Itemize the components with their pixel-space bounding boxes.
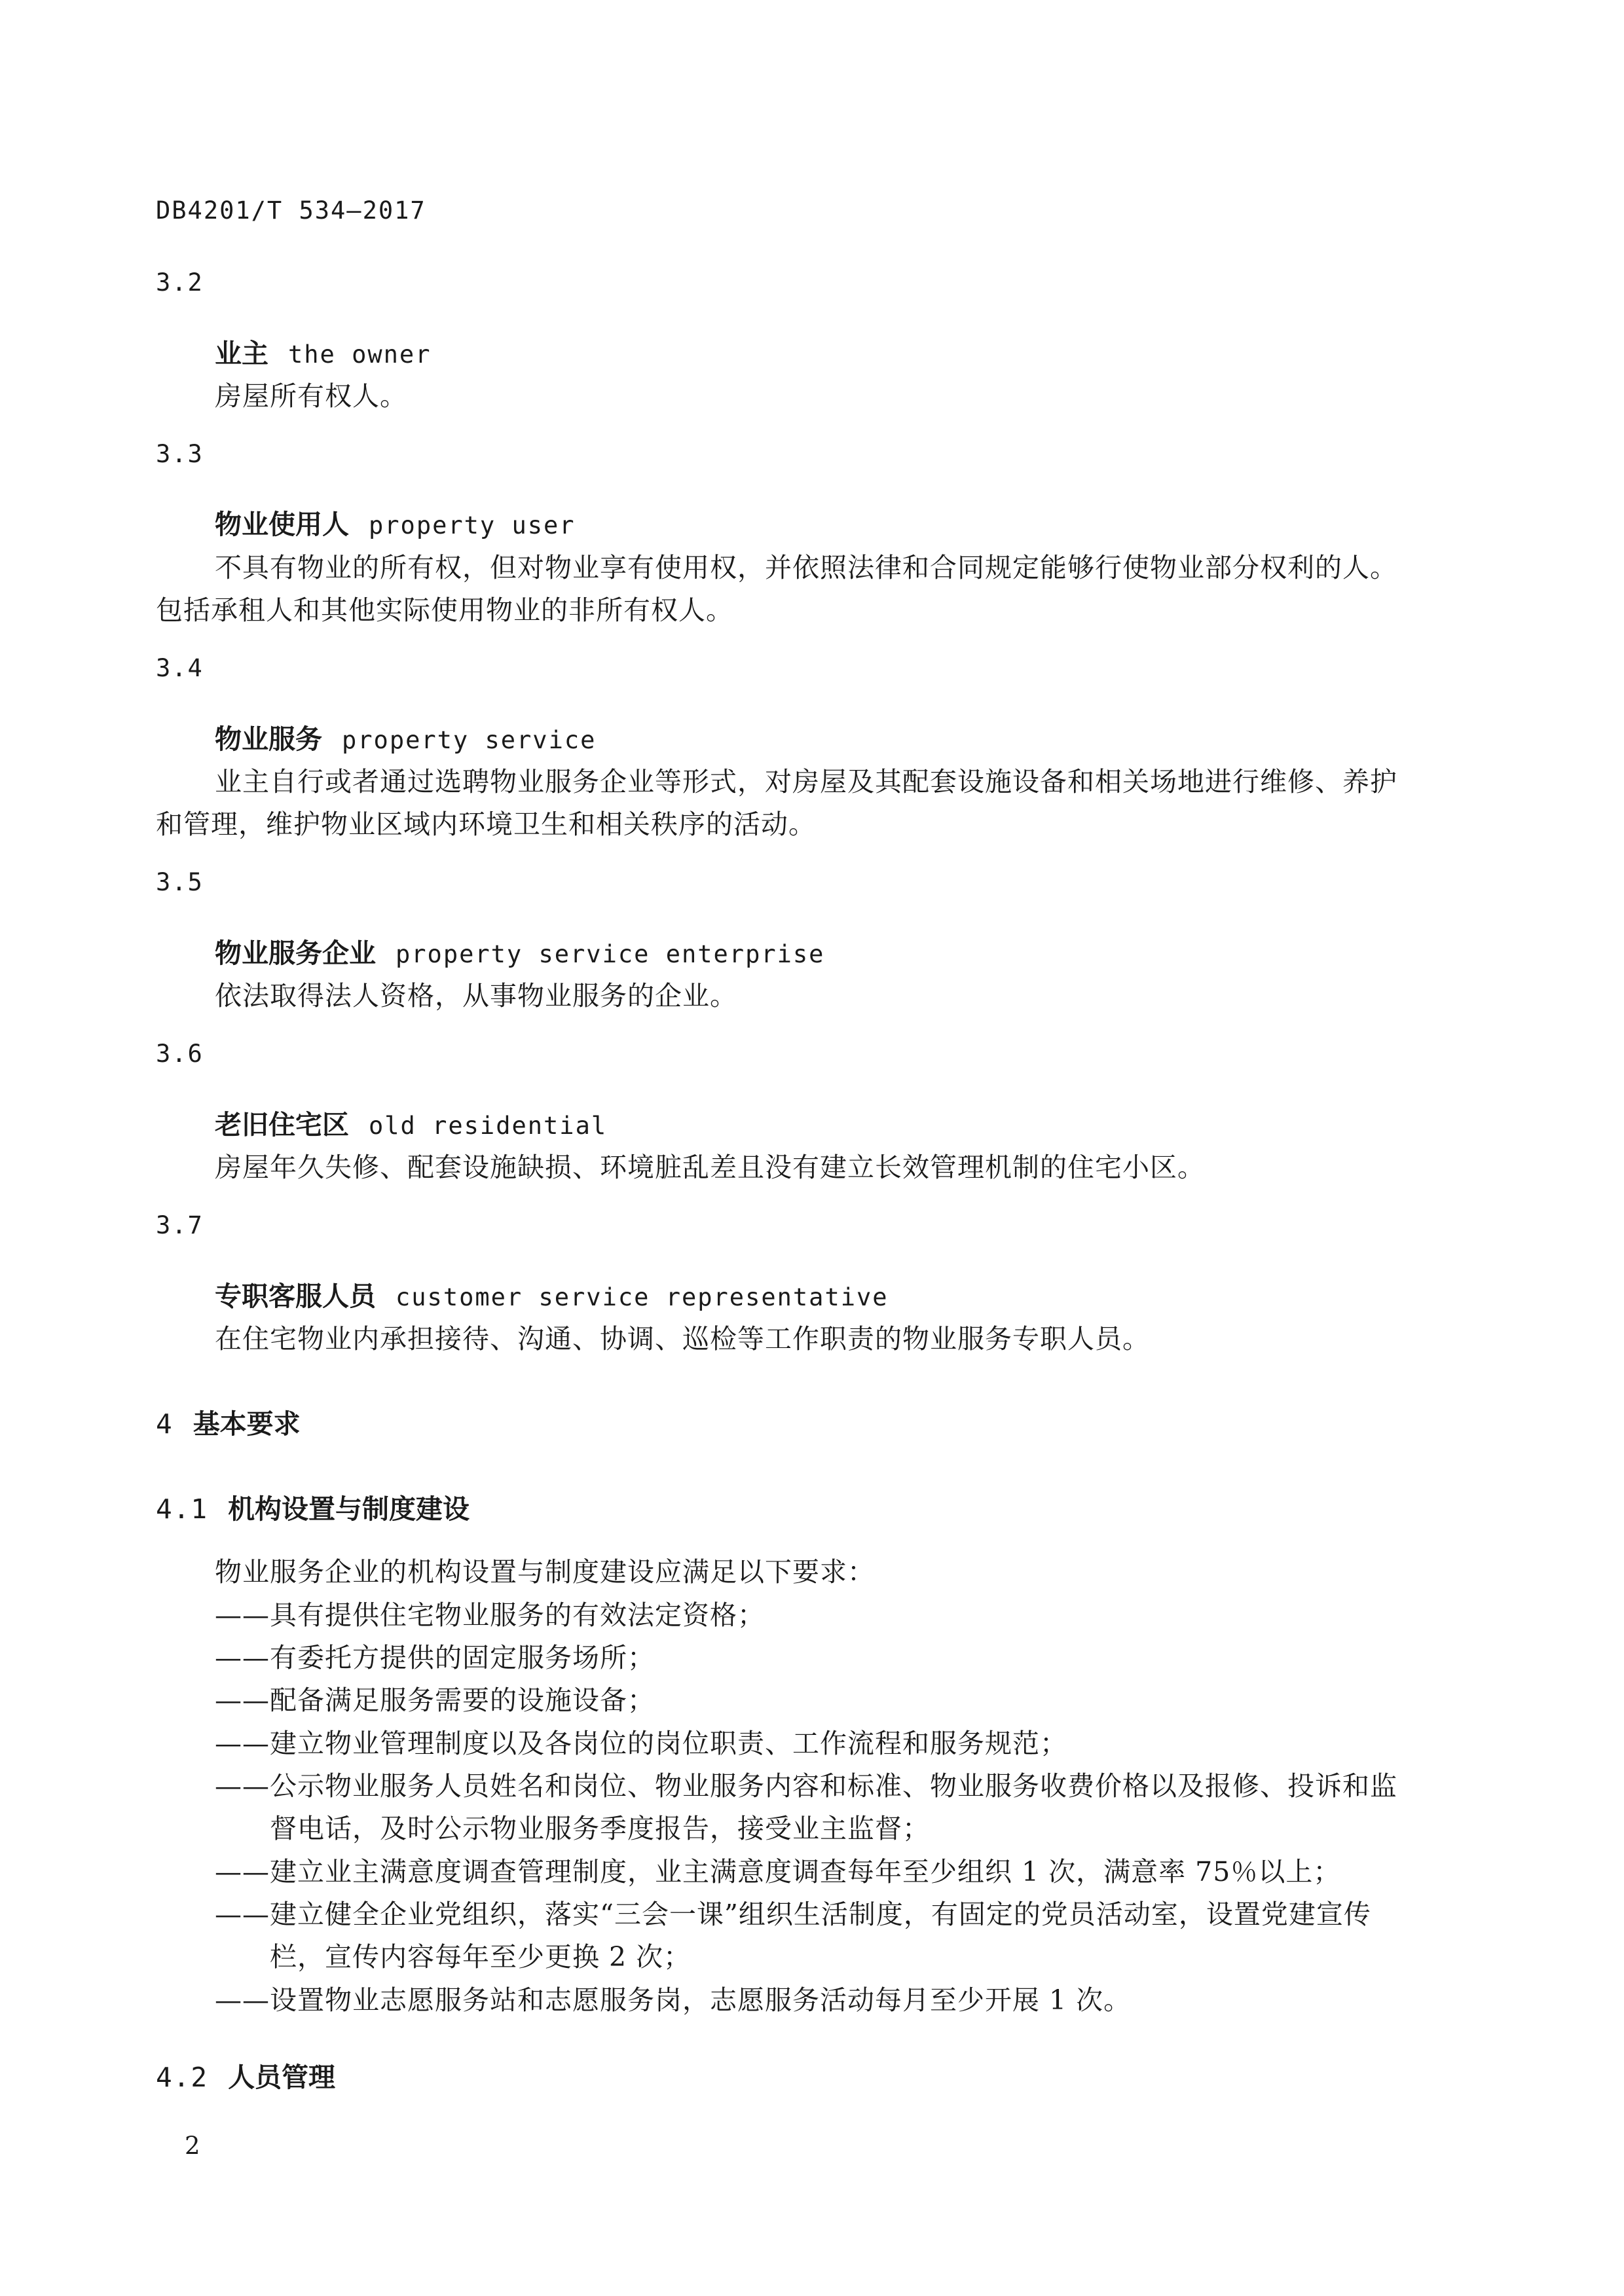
term-chinese: 物业服务企业	[215, 938, 376, 969]
term-chinese: 物业使用人	[215, 509, 349, 540]
subsection-heading	[156, 2056, 335, 2094]
subsection-title: 人员管理	[228, 2062, 336, 2093]
term-chinese: 业主	[215, 338, 268, 369]
list-item: ——公示物业服务人员姓名和岗位、物业服务内容和标准、物业服务收费价格以及报修、投诉和监	[215, 1770, 1397, 1802]
subsection-heading	[156, 1487, 470, 1526]
page-number: 2	[185, 2132, 200, 2160]
term-entry	[215, 1275, 889, 1313]
term-chinese: 物业服务	[215, 723, 322, 755]
term-entry	[215, 718, 596, 756]
list-item-continued: 栏，宣传内容每年至少更换 2 次；	[270, 1941, 692, 1973]
clause-number: 3.4	[156, 654, 204, 682]
term-entry	[215, 932, 824, 970]
document-code: DB4201/T 534—2017	[156, 196, 426, 225]
term-definition: 房屋年久失修、配套设施缺损、环境脏乱差且没有建立长效管理机制的住宅小区。	[215, 1152, 1205, 1183]
term-definition: 房屋所有权人。	[215, 380, 407, 412]
list-item-continued: 督电话，及时公示物业服务季度报告，接受业主监督；	[270, 1813, 930, 1844]
term-english: customer service representative	[396, 1283, 889, 1311]
term-english: old residential	[369, 1112, 608, 1140]
term-english: the owner	[288, 340, 432, 369]
section-title: 基本要求	[193, 1408, 301, 1440]
term-chinese: 专职客服人员	[215, 1281, 376, 1312]
clause-number: 3.2	[156, 268, 204, 297]
subsection-number: 4.2	[156, 2062, 209, 2093]
term-entry	[215, 1103, 607, 1142]
list-item: ——有委托方提供的固定服务场所；	[215, 1642, 655, 1673]
term-definition-continued: 和管理，维护物业区域内环境卫生和相关秩序的活动。	[156, 809, 816, 840]
term-entry	[215, 503, 576, 541]
term-definition: 依法取得法人资格，从事物业服务的企业。	[215, 980, 737, 1011]
term-entry	[215, 332, 431, 371]
term-chinese: 老旧住宅区	[215, 1109, 349, 1140]
clause-number: 3.3	[156, 440, 204, 468]
term-english: property service enterprise	[396, 940, 825, 968]
section-number: 4	[156, 1408, 174, 1440]
term-english: property user	[369, 511, 576, 539]
list-item: ——设置物业志愿服务站和志愿服务岗，志愿服务活动每月至少开展 1 次。	[215, 1984, 1132, 2016]
clause-number: 3.6	[156, 1040, 204, 1068]
subsection-title: 机构设置与制度建设	[228, 1493, 470, 1525]
term-definition-continued: 包括承租人和其他实际使用物业的非所有权人。	[156, 594, 733, 626]
clause-number: 3.7	[156, 1211, 204, 1239]
list-item: ——建立物业管理制度以及各岗位的岗位职责、工作流程和服务规范；	[215, 1728, 1067, 1759]
list-item: ——建立健全企业党组织，落实“三会一课”组织生活制度，有固定的党员活动室，设置党建宣传	[215, 1899, 1371, 1930]
term-definition: 在住宅物业内承担接待、沟通、协调、巡检等工作职责的物业服务专职人员。	[215, 1323, 1150, 1355]
subsection-number: 4.1	[156, 1493, 209, 1525]
list-item: ——配备满足服务需要的设施设备；	[215, 1685, 655, 1716]
term-definition: 不具有物业的所有权，但对物业享有使用权，并依照法律和合同规定能够行使物业部分权利的人。	[215, 552, 1397, 583]
intro-paragraph: 物业服务企业的机构设置与制度建设应满足以下要求：	[215, 1556, 875, 1588]
list-item: ——建立业主满意度调查管理制度，业主满意度调查每年至少组织 1 次，满意率 75％以上；	[215, 1856, 1341, 1887]
clause-number: 3.5	[156, 868, 204, 896]
section-heading	[156, 1402, 301, 1441]
list-item: ——具有提供住宅物业服务的有效法定资格；	[215, 1599, 765, 1631]
term-english: property service	[342, 726, 597, 754]
term-definition: 业主自行或者通过选聘物业服务企业等形式，对房屋及其配套设施设备和相关场地进行维修、养护	[215, 766, 1397, 797]
